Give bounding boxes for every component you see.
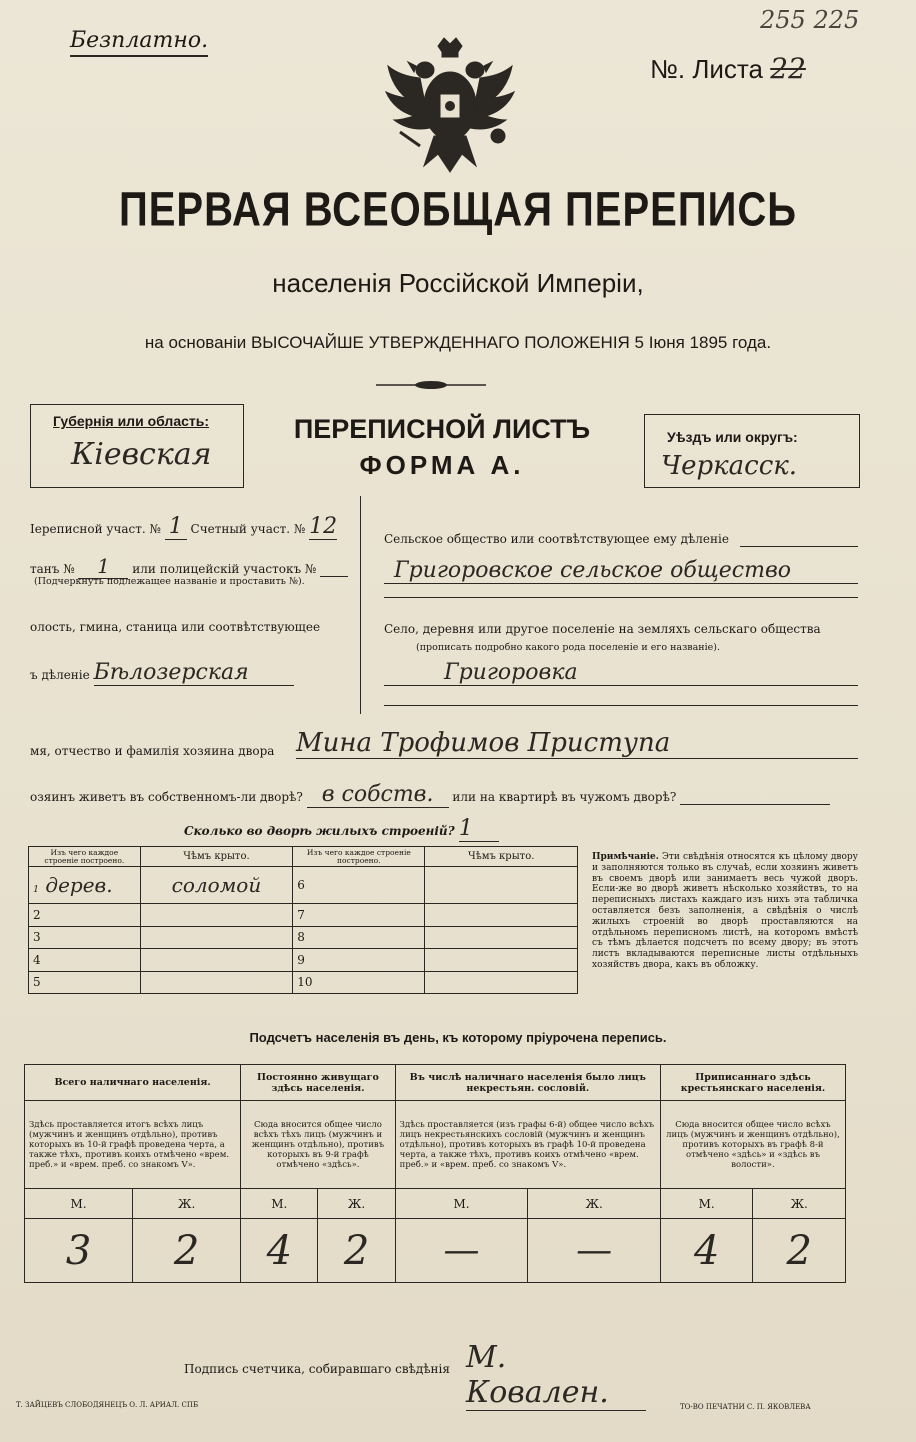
village-note: (прописать подробно какого рода поселеніе и его названіе). xyxy=(416,642,720,653)
own-yard-label: озяинъ живетъ въ собственномъ-ли дворѣ? xyxy=(30,790,303,804)
volost-label: олость, гмина, станица или соотвѣтствующее xyxy=(30,620,321,634)
sheet-number-value: 22 xyxy=(770,52,806,85)
sheet-number-label: №. Листа xyxy=(650,54,764,84)
permanent-female-value: 2 xyxy=(318,1219,395,1283)
note-text: Эти свѣдѣнія относятся къ цѣлому двору и заполняются только въ случаѣ, если хозяинъ живетъ въ своемъ дворѣ или занимаетъ весь чужой дворъ. Если-же во дворѣ живетъ нѣсколько хозяйствъ, то на переписныхъ листахъ каждаго изъ нихъ эта табличка оставляется безъ заполненія, а свѣдѣнія о числѣ жилыхъ строеній во дворѣ проставляются на отдѣльномъ переписномъ листѣ, на которомъ вмѣстѣ съ тѣмъ дѣлается подсчетъ по всему двору; въ этотъ листъ вкладываются переписные листы отдѣльныхъ хозяйствъ двора, какъ въ обложку. xyxy=(592,852,858,970)
signature-label: Подпись счетчика, собиравшаго свѣдѣнія xyxy=(184,1362,450,1376)
printer-right: ТО-ВО ПЕЧАТНИ С. П. ЯКОВЛЕВА xyxy=(680,1403,811,1411)
left-fields xyxy=(30,496,361,714)
col-head-nonpeasant: Въ числѣ наличнаго населенія было лицъ некрестьян. сословій. xyxy=(395,1065,660,1101)
owner-name-label: мя, отчество и фамилія хозяина двора xyxy=(30,744,275,758)
material-value: дерев. xyxy=(45,873,113,898)
nonpeasant-male-value: — xyxy=(395,1219,528,1283)
sheet-number xyxy=(650,52,806,85)
peasant-female-value: 2 xyxy=(753,1219,846,1283)
count-district-label: Счетный участ. № xyxy=(190,522,306,536)
province-label: Губернія или область: xyxy=(53,413,210,429)
form-subtitle: ФОРМА А. xyxy=(359,450,525,480)
col-head-permanent: Постоянно живущаго здѣсь населенія. xyxy=(241,1065,395,1101)
province-box xyxy=(30,404,244,488)
col-desc-nonpeasant: Здѣсь проставляется (изъ графы 6-й) общее число всѣхъ лицъ некрестьянскихъ сословій (мужчинъ и женщинъ отдѣльно), противъ которыхъ въ графѣ 10-й проведена черта, а также тѣхъ, противъ коихъ отмѣчено «врем. преб.» и «врем. преб. со знакомъ V». xyxy=(395,1101,660,1189)
document-subtitle: населенія Россійской Имперіи, xyxy=(272,268,644,298)
total-male-value: 3 xyxy=(25,1219,133,1283)
corner-number: 255 225 xyxy=(760,6,860,34)
signature-value: М. Ковален. xyxy=(466,1340,646,1411)
table-row: 3 8 xyxy=(29,926,578,948)
form-title: ПЕРЕПИСНОЙ ЛИСТЪ xyxy=(293,414,591,444)
col-material-left: Изъ чего каждое строеніе построено. xyxy=(29,847,141,867)
col-desc-total: Здѣсь проставляется итогъ всѣхъ лицъ (мужчинъ и женщинъ отдѣльно), противъ которыхъ въ 10-й графѣ проведена черта, а также тѣхъ, противъ коихъ отмѣчено «врем. преб.» и «врем. преб. со знакомъ V». xyxy=(25,1101,241,1189)
roof-value: соломой xyxy=(140,867,293,904)
census-district-value: 1 xyxy=(165,514,187,540)
own-yard-value: в собств. xyxy=(307,782,449,808)
district-value: Черкасск. xyxy=(661,451,798,481)
stan-value: 1 xyxy=(78,554,128,579)
district-box xyxy=(644,414,860,488)
province-value: Кіевская xyxy=(71,437,212,472)
buildings-value: 1 xyxy=(459,816,499,842)
f-label: Ж. xyxy=(528,1189,661,1219)
census-district-label: Іереписной участ. № xyxy=(30,522,161,536)
underline-note: (Подчеркнуть подлежащее названіе и проставить №). xyxy=(34,576,305,587)
population-title: Подсчетъ населенія въ день, къ которому пріурочена перепись. xyxy=(249,1030,667,1045)
nonpeasant-female-value: — xyxy=(528,1219,661,1283)
population-table xyxy=(24,1064,846,1283)
buildings-label: Сколько во дворѣ жилыхъ строеній? xyxy=(184,824,455,838)
col-head-total: Всего наличнаго населенія. xyxy=(25,1065,241,1101)
col-material-right: Изъ чего каждое строеніе построено. xyxy=(293,847,425,867)
buildings-table xyxy=(28,846,578,994)
f-label: Ж. xyxy=(753,1189,846,1219)
double-headed-eagle-icon xyxy=(380,36,520,178)
society-label: Сельское общество или соотвѣтствующее ему дѣленіе xyxy=(384,532,729,546)
note-title: Примѣчаніе. xyxy=(592,852,659,862)
col-head-peasant: Приписаннаго здѣсь крестьянскаго населенія. xyxy=(660,1065,845,1101)
legal-basis: на основаніи ВЫСОЧАЙШЕ УТВЕРЖДЕННАГО ПОЛОЖЕНІЯ 5 Іюня 1895 года. xyxy=(144,333,772,352)
table-row: 5 10 xyxy=(29,971,578,993)
volost-label-2: ъ дѣленіе xyxy=(30,668,90,682)
village-label: Село, деревня или другое поселеніе на земляхъ сельскаго общества xyxy=(384,622,821,636)
peasant-male-value: 4 xyxy=(660,1219,752,1283)
col-roof-right: Чѣмъ крыто. xyxy=(425,847,578,867)
village-value: Григоровка xyxy=(384,660,858,686)
table-row: 2 7 xyxy=(29,904,578,926)
m-label: М. xyxy=(25,1189,133,1219)
m-label: М. xyxy=(241,1189,318,1219)
stan-label: танъ № xyxy=(30,562,75,576)
police-label: или полицейскій участокъ № xyxy=(132,562,317,576)
printer-left: Т. ЗАЙЦЕВЪ СЛОБОДЯНЕЦЪ О. Л. АРИАЛ. СПБ xyxy=(16,1401,199,1409)
district-label: Уѣздъ или округъ: xyxy=(667,429,798,445)
permanent-male-value: 4 xyxy=(241,1219,318,1283)
col-roof-left: Чѣмъ крыто. xyxy=(140,847,293,867)
owner-name-value: Мина Трофимов Приступа xyxy=(296,728,858,759)
f-label: Ж. xyxy=(318,1189,395,1219)
note xyxy=(592,852,858,971)
count-district-value: 12 xyxy=(309,514,338,539)
col-desc-permanent: Сюда вносится общее число всѣхъ тѣхъ лицъ (мужчинъ и женщинъ отдѣльно), противъ которыхъ въ 9-й графѣ отмѣчено «здѣсь». xyxy=(241,1101,395,1189)
free-label: Безплатно. xyxy=(70,28,208,57)
col-desc-peasant: Сюда вносится общее число всѣхъ лицъ (мужчинъ и женщинъ отдѣльно), противъ которыхъ въ графѣ 8-й отмѣчено «здѣсь» и «здѣсь въ волости». xyxy=(660,1101,845,1189)
society-value: Григоровское сельское общество xyxy=(384,558,858,584)
f-label: Ж. xyxy=(133,1189,241,1219)
m-label: М. xyxy=(660,1189,752,1219)
m-label: М. xyxy=(395,1189,528,1219)
table-row: 1 дерев. соломой 6 xyxy=(29,867,578,904)
table-row: 4 9 xyxy=(29,949,578,971)
rented-label: или на квартирѣ въ чужомъ дворѣ? xyxy=(452,790,677,804)
document-title: ПЕРВАЯ ВСЕОБЩАЯ ПЕРЕПИСЬ xyxy=(119,183,797,237)
total-female-value: 2 xyxy=(133,1219,241,1283)
volost-value: Бѣлозерская xyxy=(94,660,294,686)
ornament-divider xyxy=(376,380,486,390)
